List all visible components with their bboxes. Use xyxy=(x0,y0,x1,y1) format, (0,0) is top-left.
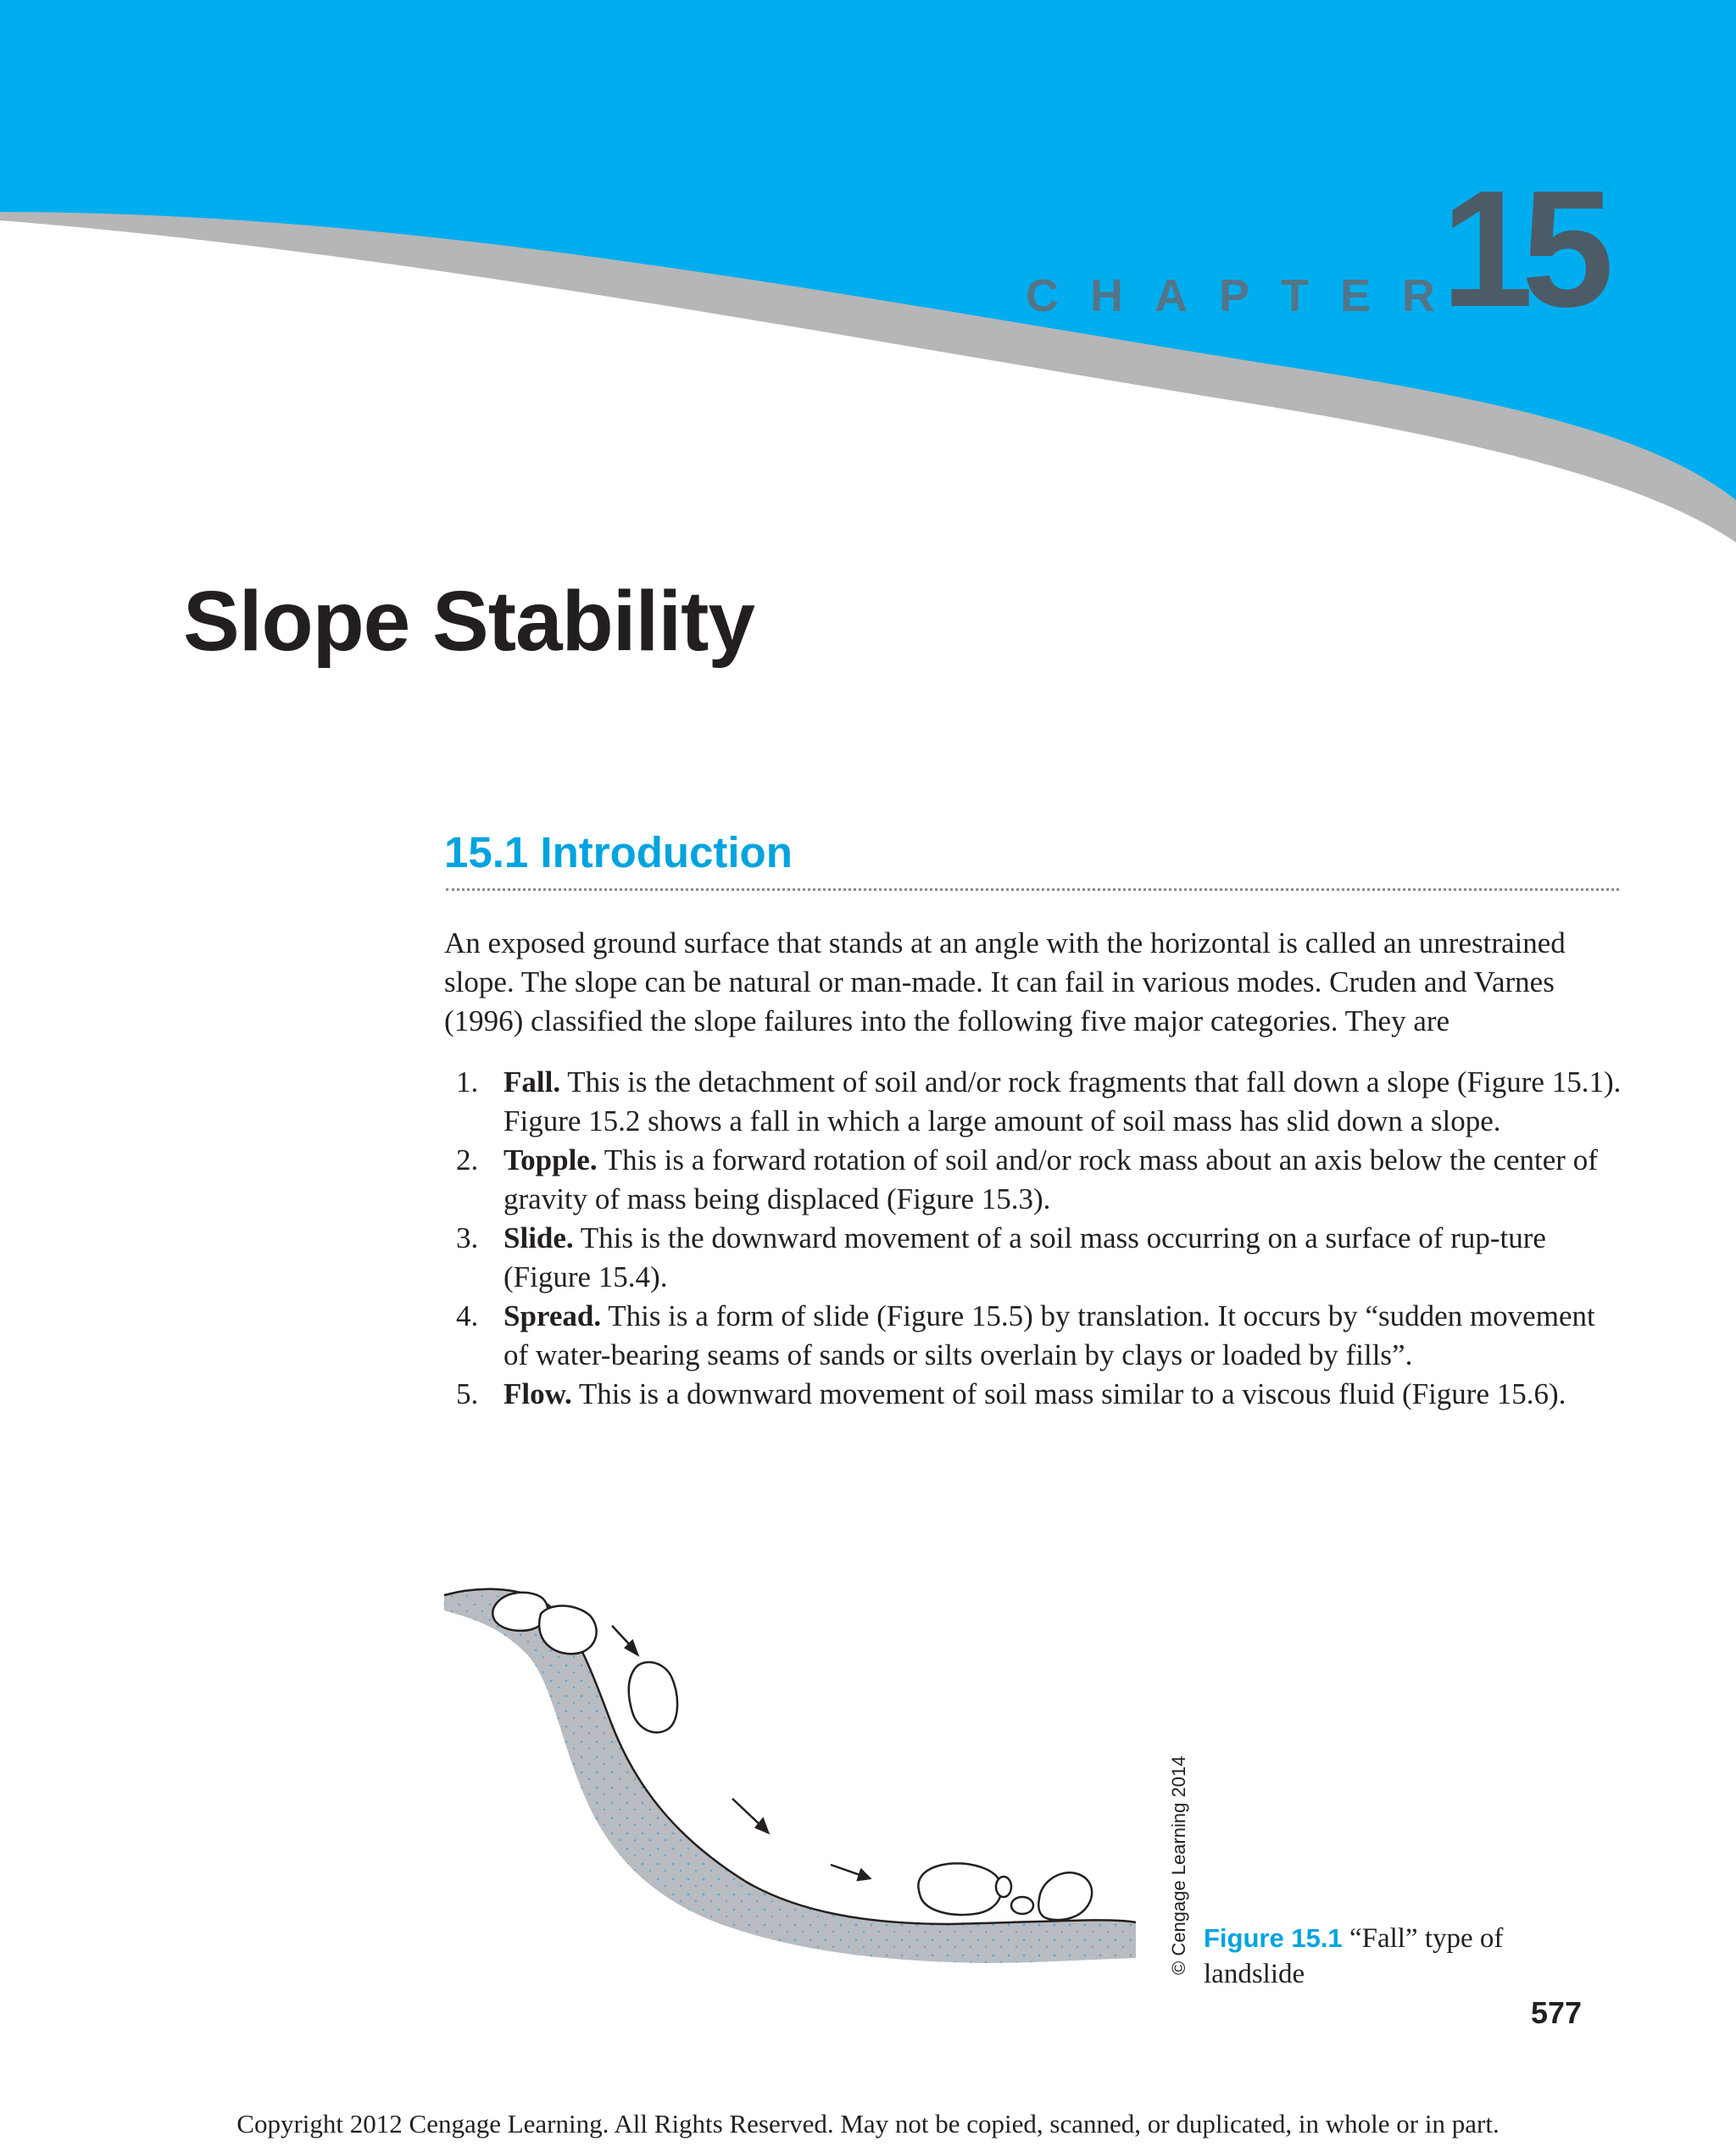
rock-fragment xyxy=(629,1662,677,1733)
list-item-text: This is a forward rotation of soil and/or rock mass about an axis below the center of gravity of mass being displaced (Figure 15.3). xyxy=(504,1143,1598,1215)
motion-arrow xyxy=(612,1626,637,1655)
rock-fragment xyxy=(996,1877,1011,1897)
list-item-number: 3. xyxy=(456,1221,479,1254)
list-item-number: 2. xyxy=(456,1143,479,1176)
figure-caption-text: “Fall” type of landslide xyxy=(1204,1923,1504,1989)
motion-arrow xyxy=(831,1865,870,1880)
list-item-term: Topple. xyxy=(504,1143,598,1176)
figure-credit: © Cengage Learning 2014 xyxy=(1168,1755,1189,1975)
section-heading: 15.1 Introduction xyxy=(444,828,793,876)
list-item-term: Flow. xyxy=(504,1377,572,1410)
list-item xyxy=(444,1375,1622,1414)
list-item-number: 1. xyxy=(456,1065,479,1099)
rock-fragment xyxy=(918,1863,1001,1915)
section-divider xyxy=(446,888,1619,891)
list-item-text: This is the downward movement of a soil mass occurring on a surface of rup-ture (Figure 15.4). xyxy=(504,1221,1546,1293)
list-item-text: This is the detachment of soil and/or rock fragments that fall down a slope (Figure 15.1). Figure 15.2 shows a fall in which a large amount of soil mass has slid down a slope. xyxy=(504,1065,1622,1137)
rock-fragment xyxy=(1038,1872,1092,1920)
figure-label: Figure 15.1 xyxy=(1204,1923,1343,1953)
list-item-term: Fall. xyxy=(504,1065,561,1099)
list-item-number: 4. xyxy=(456,1299,479,1332)
list-item xyxy=(444,1297,1622,1375)
chapter-label: CHAPTER xyxy=(1026,270,1467,321)
figure-caption xyxy=(1204,1921,1560,1992)
list-item xyxy=(444,1219,1622,1297)
page-number: 577 xyxy=(1531,1995,1583,2030)
chapter-number: 15 xyxy=(1441,156,1603,342)
list-item-term: Spread. xyxy=(504,1299,602,1332)
chapter-title: Slope Stability xyxy=(183,574,755,669)
list-item xyxy=(444,1141,1622,1219)
failure-categories-list xyxy=(444,1063,1622,1414)
motion-arrow xyxy=(732,1799,768,1833)
list-item-number: 5. xyxy=(456,1377,479,1410)
copyright-notice: Copyright 2012 Cengage Learning. All Rights Reserved. May not be copied, scanned, or duplicated, in whole or in part. xyxy=(236,2109,1500,2139)
list-item xyxy=(444,1063,1622,1141)
list-item-text: This is a downward movement of soil mass similar to a viscous fluid (Figure 15.6). xyxy=(571,1377,1566,1410)
rock-fragment xyxy=(1011,1897,1033,1914)
fall-landslide-illustration xyxy=(441,1585,1153,1992)
list-item-term: Slide. xyxy=(504,1221,574,1254)
list-item-text: This is a form of slide (Figure 15.5) by translation. It occurs by “sudden movement of water-bearing seams of sands or silts overlain by clays or loaded by fills”. xyxy=(504,1299,1595,1371)
intro-paragraph: An exposed ground surface that stands at an angle with the horizontal is called an unrestrained slope. The slope can be natural or man-made. It can fail in various modes. Cruden and Varnes (1996) classified the slope failures into the following five major categories. They are xyxy=(444,926,1566,1037)
